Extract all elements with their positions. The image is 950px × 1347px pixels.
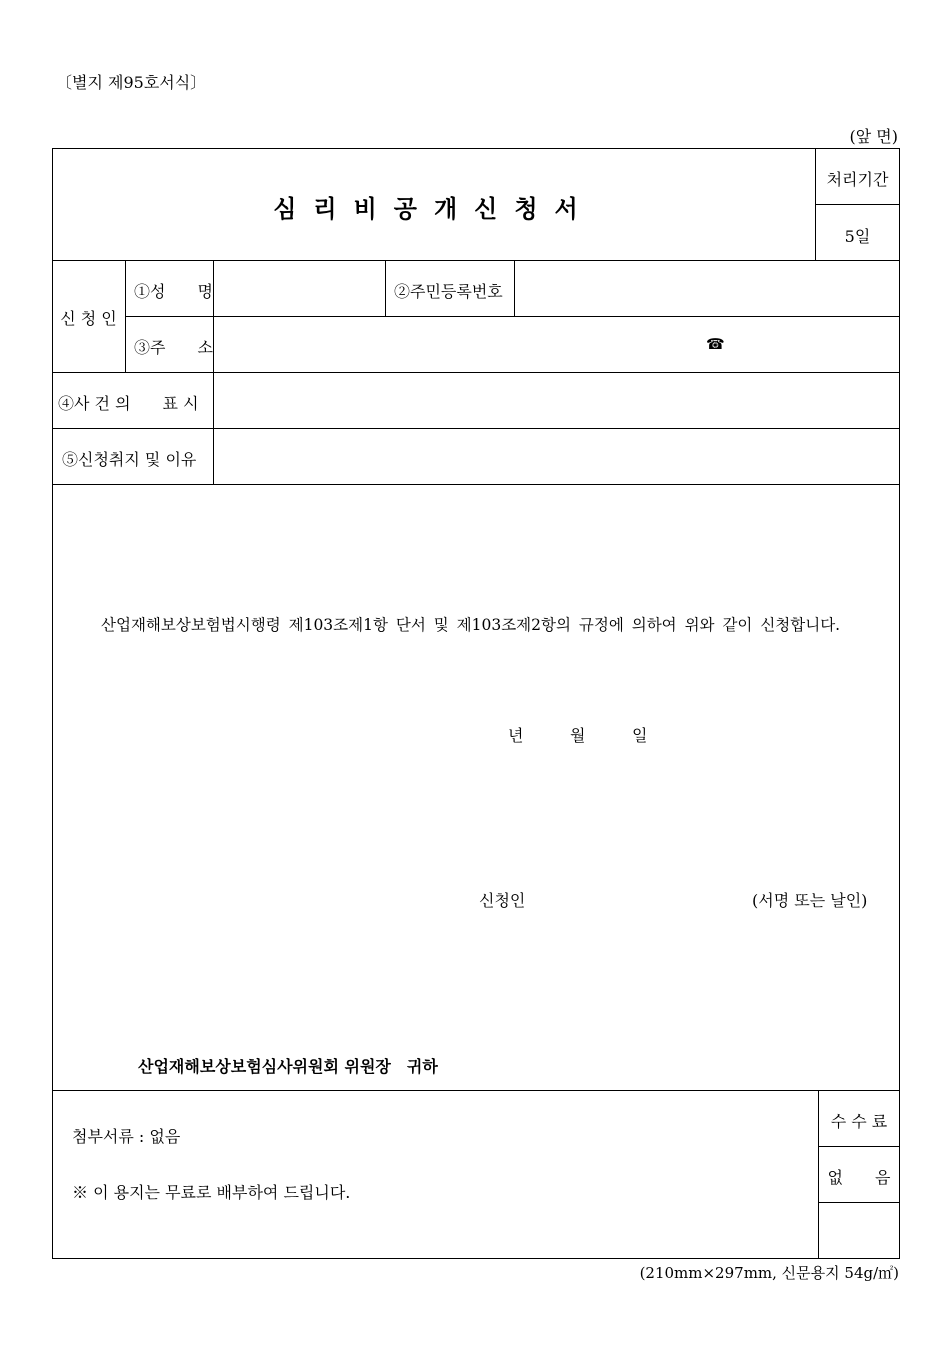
rrn-label: ②주민등록번호 [394,282,503,301]
recipient: 산업재해보상보험심사위원회 위원장 귀하 [138,1057,438,1076]
fee-value: 없 음 [827,1168,891,1187]
rrn-field[interactable] [515,261,899,316]
applicant-group-label: 신 청 인 [60,309,117,328]
page-title: 심리비공개신청서 [273,195,595,223]
phone-icon: ☎ [706,335,725,353]
statement-text: 산업재해보상보험법시행령 제103조제1항 단서 및 제103조제2항의 규정에 의하여 위와 같이 신청합니다. [101,616,841,634]
case-label: ④사 건 의 표 시 [58,394,199,413]
reason-field[interactable] [214,429,899,484]
date-year: 년 [508,726,524,745]
paper-spec: (210mm×297mm, 신문용지 54g/㎡) [639,1264,899,1282]
col-divider [385,260,386,316]
processing-period-label: 처리기간 [826,170,889,189]
page-side-label: (앞 면) [849,127,898,146]
address-label: ③주 소 [134,338,213,357]
signature-note: (서명 또는 날인) [752,891,868,910]
row-divider [818,1202,900,1203]
row-divider [52,484,900,485]
col-divider [125,260,126,372]
form-reference: 〔별지 제95호서식〕 [56,73,207,92]
name-field[interactable] [214,261,384,316]
free-distribution-note: ※ 이 용지는 무료로 배부하여 드립니다. [72,1183,351,1202]
reason-label: ⑤신청취지 및 이유 [62,450,197,469]
case-field[interactable] [214,373,899,428]
row-divider [815,204,900,205]
row-divider [52,1090,900,1091]
processing-period-value: 5일 [844,227,871,246]
name-label: ①성 명 [134,282,213,301]
signature-label: 신청인 [479,891,526,910]
date-day: 일 [632,726,648,745]
address-field[interactable] [214,317,899,372]
row-divider [818,1146,900,1147]
date-month: 월 [570,726,586,745]
attachments-text: 첨부서류 : 없음 [72,1127,181,1146]
fee-label: 수 수 료 [830,1112,888,1131]
